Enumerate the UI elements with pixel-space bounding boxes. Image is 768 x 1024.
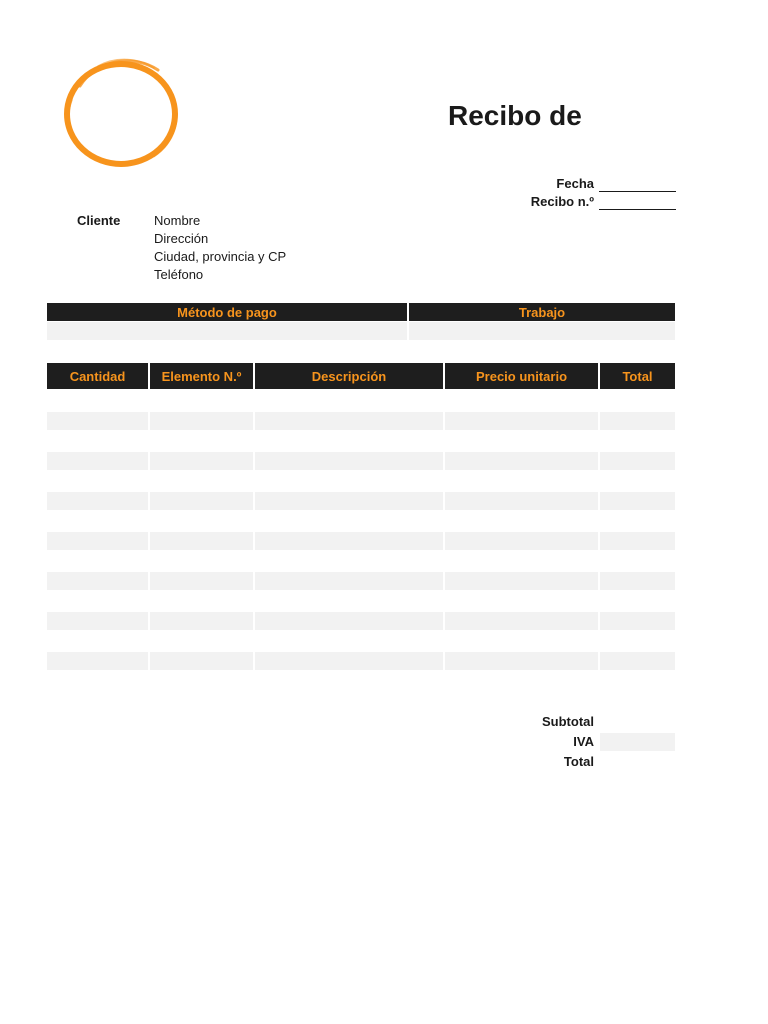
line-total-cell[interactable] (600, 612, 675, 630)
item-number-cell[interactable] (150, 412, 253, 430)
line-total-cell[interactable] (600, 432, 675, 450)
unit-price-header: Precio unitario (445, 363, 598, 389)
description-cell[interactable] (255, 612, 443, 630)
item-number-cell[interactable] (150, 572, 253, 590)
unit-price-cell[interactable] (445, 512, 598, 530)
total-label: Total (563, 754, 594, 769)
client-address[interactable]: Dirección (154, 231, 209, 246)
line-total-cell[interactable] (600, 412, 675, 430)
quantity-cell[interactable] (47, 492, 148, 510)
client-details (154, 212, 286, 284)
unit-price-cell[interactable] (445, 412, 598, 430)
date-field[interactable] (480, 176, 676, 194)
item-number-cell[interactable] (150, 512, 253, 530)
subtotal-value (600, 713, 675, 731)
receipt-number-input-line[interactable] (599, 209, 676, 210)
description-cell[interactable] (255, 392, 443, 410)
unit-price-cell[interactable] (445, 472, 598, 490)
quantity-cell[interactable] (47, 572, 148, 590)
line-total-cell[interactable] (600, 592, 675, 610)
unit-price-cell[interactable] (445, 452, 598, 470)
client-phone[interactable]: Teléfono (154, 267, 204, 282)
item-number-cell[interactable] (150, 632, 253, 650)
item-number-cell[interactable] (150, 532, 253, 550)
tax-label: IVA (573, 734, 594, 749)
job-cell[interactable] (409, 322, 675, 340)
description-cell[interactable] (255, 412, 443, 430)
line-total-cell[interactable] (600, 552, 675, 570)
item-number-cell[interactable] (150, 492, 253, 510)
quantity-cell[interactable] (47, 432, 148, 450)
date-label: Fecha (556, 176, 594, 191)
item-number-cell[interactable] (150, 392, 253, 410)
unit-price-cell[interactable] (445, 592, 598, 610)
item-number-cell[interactable] (150, 612, 253, 630)
description-header: Descripción (255, 363, 443, 389)
line-total-cell[interactable] (600, 472, 675, 490)
client-name[interactable]: Nombre (154, 213, 201, 228)
payment-method-cell[interactable] (47, 322, 407, 340)
description-cell[interactable] (255, 632, 443, 650)
quantity-cell[interactable] (47, 652, 148, 670)
line-total-cell[interactable] (600, 572, 675, 590)
quantity-cell[interactable] (47, 412, 148, 430)
subtotal-label: Subtotal (542, 714, 594, 729)
quantity-cell[interactable] (47, 512, 148, 530)
quantity-cell[interactable] (47, 612, 148, 630)
line-total-cell[interactable] (600, 632, 675, 650)
item-number-cell[interactable] (150, 472, 253, 490)
quantity-cell[interactable] (47, 552, 148, 570)
quantity-header: Cantidad (47, 363, 148, 389)
description-cell[interactable] (255, 492, 443, 510)
quantity-cell[interactable] (47, 632, 148, 650)
client-label: Cliente (77, 213, 121, 228)
unit-price-cell[interactable] (445, 492, 598, 510)
unit-price-cell[interactable] (445, 612, 598, 630)
receipt-number-field[interactable] (480, 194, 676, 212)
description-cell[interactable] (255, 472, 443, 490)
description-cell[interactable] (255, 592, 443, 610)
page-title: Recibo de (448, 100, 582, 131)
item-number-header: Elemento N.º (150, 363, 253, 389)
job-header: Trabajo (409, 303, 675, 321)
line-total-cell[interactable] (600, 532, 675, 550)
quantity-cell[interactable] (47, 532, 148, 550)
item-number-cell[interactable] (150, 552, 253, 570)
unit-price-cell[interactable] (445, 552, 598, 570)
description-cell[interactable] (255, 572, 443, 590)
item-number-cell[interactable] (150, 652, 253, 670)
quantity-cell[interactable] (47, 592, 148, 610)
description-cell[interactable] (255, 512, 443, 530)
line-total-cell[interactable] (600, 652, 675, 670)
tax-input[interactable] (600, 733, 675, 751)
item-number-cell[interactable] (150, 592, 253, 610)
unit-price-cell[interactable] (445, 532, 598, 550)
unit-price-cell[interactable] (445, 652, 598, 670)
unit-price-cell[interactable] (445, 432, 598, 450)
line-total-cell[interactable] (600, 492, 675, 510)
receipt-number-label: Recibo n.º (530, 194, 594, 209)
quantity-cell[interactable] (47, 392, 148, 410)
line-total-cell[interactable] (600, 512, 675, 530)
description-cell[interactable] (255, 652, 443, 670)
unit-price-cell[interactable] (445, 632, 598, 650)
total-value (600, 753, 675, 771)
quantity-cell[interactable] (47, 452, 148, 470)
description-cell[interactable] (255, 432, 443, 450)
quantity-cell[interactable] (47, 472, 148, 490)
logo-circle-icon (58, 56, 186, 174)
description-cell[interactable] (255, 552, 443, 570)
unit-price-cell[interactable] (445, 572, 598, 590)
total-header: Total (600, 363, 675, 389)
description-cell[interactable] (255, 452, 443, 470)
client-city[interactable]: Ciudad, provincia y CP (154, 249, 287, 264)
item-number-cell[interactable] (150, 452, 253, 470)
description-cell[interactable] (255, 532, 443, 550)
payment-method-header: Método de pago (47, 303, 407, 321)
line-total-cell[interactable] (600, 392, 675, 410)
line-total-cell[interactable] (600, 452, 675, 470)
unit-price-cell[interactable] (445, 392, 598, 410)
item-number-cell[interactable] (150, 432, 253, 450)
date-input-line[interactable] (599, 191, 676, 192)
